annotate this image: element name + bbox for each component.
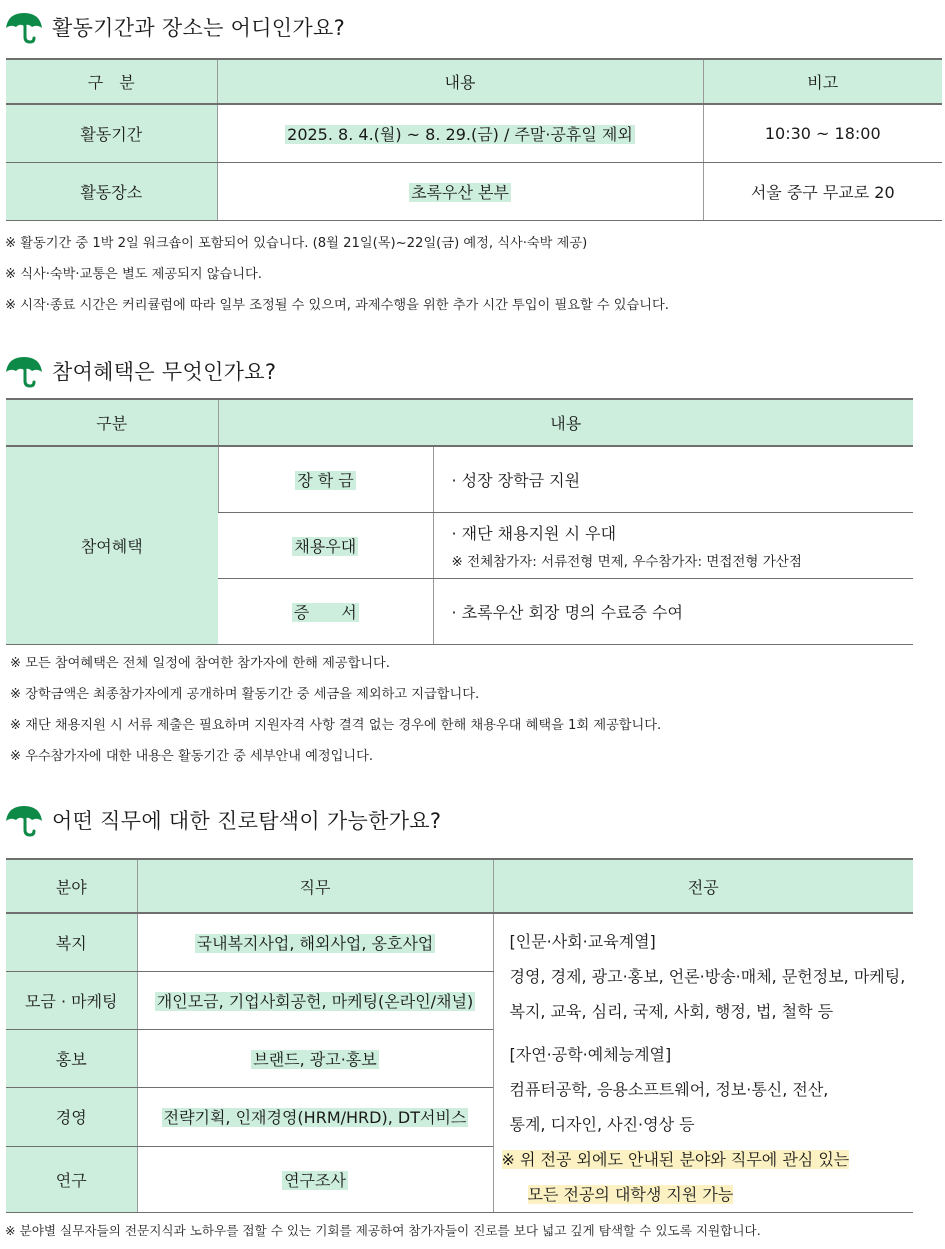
table-row — [6, 104, 942, 162]
col-header-content: 내용 — [217, 59, 703, 104]
note-line: ※ 장학금액은 최종참가자에게 공개하며 활동기간 중 세금을 제외하고 지급합니다. — [10, 687, 480, 702]
benefit-desc: · 성장 장학금 지원 — [451, 470, 581, 490]
section1-title: 활동기간과 장소는 어디인가요? — [52, 16, 346, 40]
field-name: 연구 — [6, 1146, 137, 1212]
job-list: 브랜드, 광고·홍보 — [253, 1050, 377, 1070]
note-line: ※ 우수참가자에 대한 내용은 활동기간 중 세부안내 예정입니다. — [10, 749, 374, 764]
benefit-desc: · 초록우산 회장 명의 수료증 수여 — [451, 602, 683, 622]
col-header-field: 분야 — [6, 859, 137, 913]
section3-footnote — [5, 1215, 761, 1246]
job-list: 국내복지사업, 해외사업, 옹호사업 — [196, 933, 434, 953]
col-header-category: 구 분 — [6, 59, 217, 104]
note-line: ※ 재단 채용지원 시 서류 제출은 필요하며 지원자격 사항 결격 없는 경우에 한해 채용우대 혜택을 1회 제공합니다. — [10, 718, 662, 733]
major-group-title: [자연·공학·예체능계열] — [509, 1045, 672, 1064]
career-table — [6, 858, 913, 1213]
row-label: 활동기간 — [6, 104, 217, 162]
field-name: 복지 — [6, 913, 137, 971]
benefit-category: 참여혜택 — [6, 446, 218, 644]
note-line: ※ 식사·숙박·교통은 별도 제공되지 않습니다. — [5, 267, 262, 282]
job-list: 개인모금, 기업사회공헌, 마케팅(온라인/채널) — [156, 991, 474, 1011]
note-line: ※ 시작·종료 시간은 커리큘럼에 따라 일부 조정될 수 있으며, 과제수행을 위한 추가 시간 투입이 필요할 수 있습니다. — [5, 298, 669, 313]
section2-heading — [4, 354, 276, 388]
col-header-job: 직무 — [137, 859, 493, 913]
benefit-sub-note: ※ 전체참가자: 서류전형 면제, 우수참가자: 면접전형 가산점 — [451, 553, 802, 570]
activity-period: 2025. 8. 4.(월) ~ 8. 29.(금) / 주말·공휴일 제외 — [287, 124, 633, 144]
major-group-title: [인문·사회·교육계열] — [509, 932, 656, 951]
field-name: 홍보 — [6, 1030, 137, 1088]
table-row — [6, 446, 913, 512]
benefit-desc: · 재단 채용지원 시 우대 — [451, 523, 617, 543]
major-cell — [493, 913, 913, 1213]
section1-notes — [5, 228, 669, 321]
umbrella-icon — [4, 10, 44, 44]
section3-heading — [4, 803, 441, 837]
major-list: 컴퓨터공학, 응용소프트웨어, 정보·통신, 전산, — [509, 1080, 829, 1099]
section2-title: 참여혜택은 무엇인가요? — [52, 360, 277, 384]
benefit-item: 장 학 금 — [297, 470, 354, 490]
col-header-category: 구분 — [6, 399, 218, 446]
major-list: 통계, 디자인, 사진·영상 등 — [509, 1115, 695, 1134]
col-header-content: 내용 — [218, 399, 913, 446]
job-list: 전략기획, 인재경영(HRM/HRD), DT서비스 — [163, 1108, 467, 1128]
section1-heading — [4, 10, 345, 44]
major-list: 경영, 경제, 광고·홍보, 언론·방송·매체, 문헌정보, 마케팅, — [509, 967, 906, 986]
major-note: 모든 전공의 대학생 지원 가능 — [527, 1185, 734, 1204]
activity-hours: 10:30 ~ 18:00 — [703, 104, 942, 162]
note-line: ※ 모든 참여혜택은 전체 일정에 참여한 참가자에 한해 제공합니다. — [10, 656, 390, 671]
benefit-item: 증 서 — [293, 602, 357, 622]
umbrella-icon — [4, 354, 44, 388]
benefits-table — [6, 398, 913, 645]
col-header-major: 전공 — [493, 859, 913, 913]
activity-place: 초록우산 본부 — [411, 182, 509, 202]
field-name: 모금 · 마케팅 — [6, 971, 137, 1029]
benefit-item: 채용우대 — [294, 536, 357, 556]
col-header-remark: 비고 — [703, 59, 942, 104]
activity-address: 서울 중구 무교로 20 — [703, 162, 942, 220]
field-name: 경영 — [6, 1088, 137, 1146]
activity-table — [6, 58, 942, 221]
table-row — [6, 162, 942, 220]
major-note: ※ 위 전공 외에도 안내된 분야와 직무에 관심 있는 — [501, 1150, 850, 1169]
major-list: 복지, 교육, 심리, 국제, 사회, 행정, 법, 철학 등 — [509, 1002, 834, 1021]
job-list: 연구조사 — [284, 1170, 346, 1190]
umbrella-icon — [4, 803, 44, 837]
section2-notes — [10, 648, 661, 772]
note-line: ※ 활동기간 중 1박 2일 워크숍이 포함되어 있습니다. (8월 21일(목)~22일(금) 예정, 식사·숙박 제공) — [5, 236, 588, 251]
section3-title: 어떤 직무에 대한 진로탐색이 가능한가요? — [52, 809, 442, 833]
table-row — [6, 913, 913, 971]
row-label: 활동장소 — [6, 162, 217, 220]
note-line: ※ 분야별 실무자들의 전문지식과 노하우를 접할 수 있는 기회를 제공하여 참가자들이 진로를 보다 넓고 깊게 탐색할 수 있도록 지원합니다. — [5, 1223, 761, 1238]
